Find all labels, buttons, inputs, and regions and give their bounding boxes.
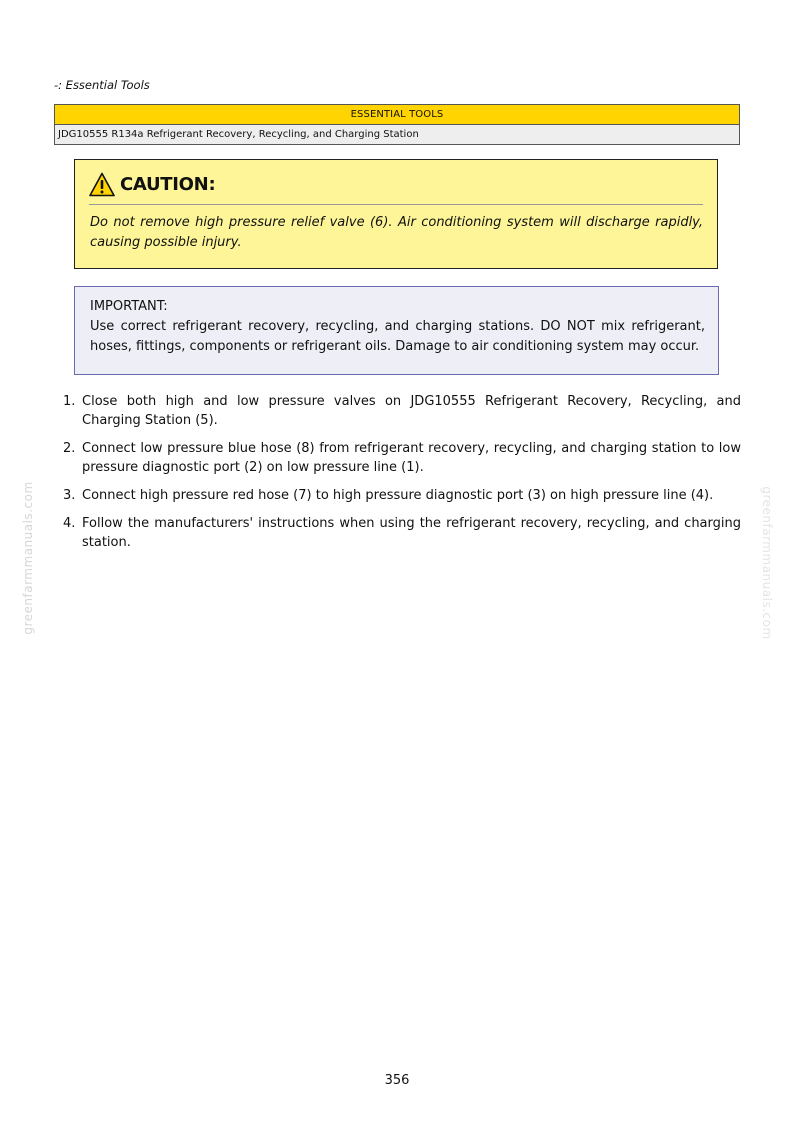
caution-divider xyxy=(89,204,703,205)
step-number: 1. xyxy=(63,394,76,409)
table-header: ESSENTIAL TOOLS xyxy=(55,105,740,125)
step-text: Follow the manufacturers' instructions when using the refrigerant recovery, recycling, and charging station. xyxy=(82,516,741,550)
warning-triangle-icon xyxy=(89,172,115,197)
watermark-left: greenfarmmanuals.com xyxy=(21,481,35,635)
table-row xyxy=(55,125,740,145)
list-item xyxy=(60,392,741,430)
essential-tools-table xyxy=(54,104,740,145)
step-text: Connect high pressure red hose (7) to high pressure diagnostic port (3) on high pressure line (4). xyxy=(82,488,714,503)
caution-title: CAUTION: xyxy=(120,174,216,195)
list-item xyxy=(60,486,741,505)
step-number: 4. xyxy=(63,516,76,531)
table-header-row xyxy=(55,105,740,125)
list-item xyxy=(60,514,741,552)
table-cell: JDG10555 R134a Refrigerant Recovery, Recycling, and Charging Station xyxy=(55,125,740,145)
procedure-steps xyxy=(60,392,741,561)
watermark-right: greenfarmmanuals.com xyxy=(760,486,774,640)
important-label: IMPORTANT: xyxy=(90,299,168,314)
caution-header xyxy=(89,172,215,197)
step-number: 2. xyxy=(63,441,76,456)
list-item xyxy=(60,439,741,477)
page-number: 356 xyxy=(384,1073,410,1088)
step-number: 3. xyxy=(63,488,76,503)
step-text: Close both high and low pressure valves on JDG10555 Refrigerant Recovery, Recycling, and Charging Station (5). xyxy=(82,394,741,428)
caution-text: Do not remove high pressure relief valve (6). Air conditioning system will discharge rapidly, causing possible injury. xyxy=(90,215,703,250)
section-title: -: Essential Tools xyxy=(54,78,150,92)
important-text: Use correct refrigerant recovery, recycling, and charging stations. DO NOT mix refrigerant, hoses, fittings, components or refrigerant oils. Damage to air conditioning system may occur. xyxy=(90,319,705,354)
important-box xyxy=(74,286,719,375)
caution-box xyxy=(74,159,718,269)
step-text: Connect low pressure blue hose (8) from refrigerant recovery, recycling, and charging station to low pressure diagnostic port (2) on low pressure line (1). xyxy=(82,441,741,475)
